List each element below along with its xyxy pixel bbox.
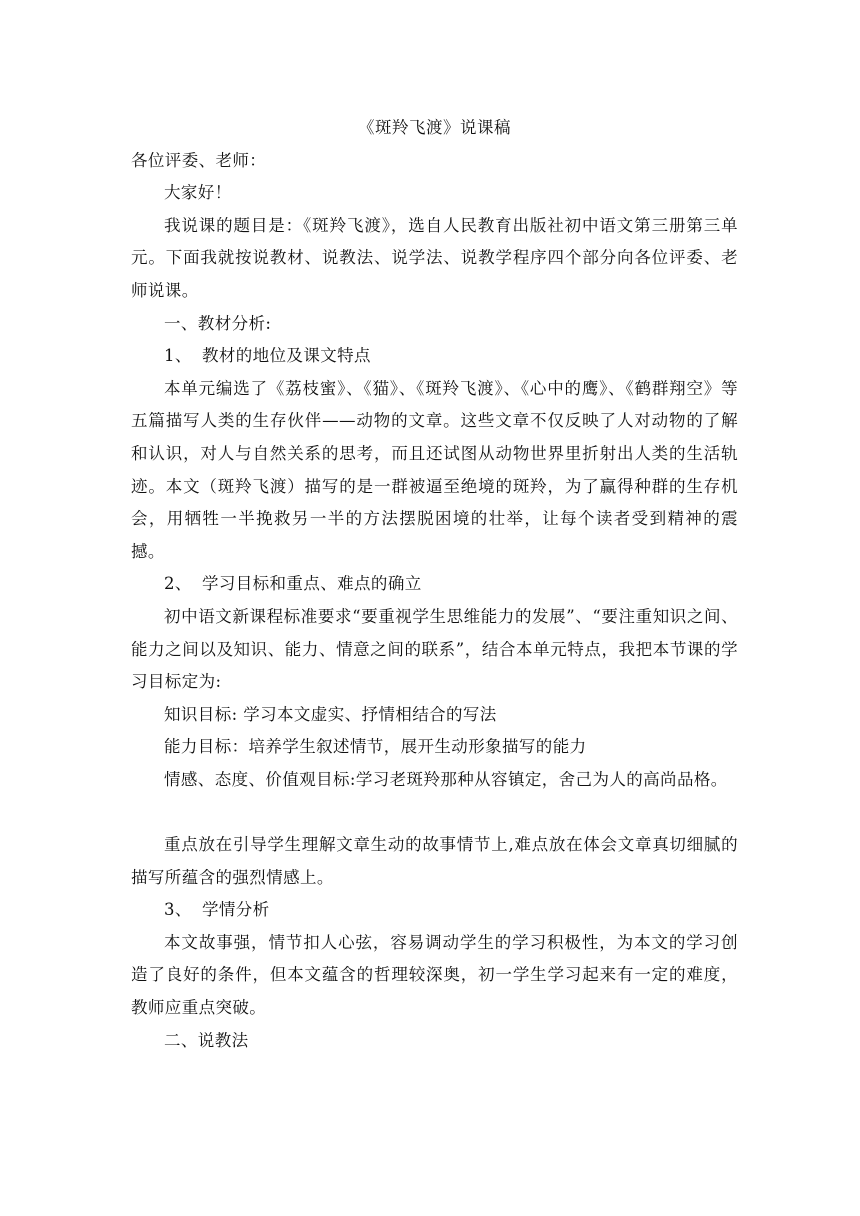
goal-knowledge: 知识目标: 学习本文虚实、抒情相结合的写法 <box>164 704 497 724</box>
blank-line <box>131 796 738 829</box>
subheading-3-number: 3、 <box>164 900 192 920</box>
subheading-3-label: 学情分析 <box>201 900 270 920</box>
subheading-2-label: 学习目标和重点、难点的确立 <box>201 574 422 594</box>
paragraph-textbook-position: 本单元编选了《荔枝蜜》、《猫》、《斑羚飞渡》、《心中的鹰》、《鹤群翔空》等五篇描写人类的生存伙伴——动物的文章。这些文章不仅反映了人对动物的了解和认识，对人与自然关系的思考，而且还试图从动物世界里折射出人类的生活轨迹。本文（斑羚飞渡）描写的是一群被逼至绝境的斑羚，为了赢得种群的生存机会，用牺牲一半挽救另一半的方法摆脱困境的壮举，让每个读者受到精神的震撼。 <box>131 378 738 561</box>
intro-paragraph: 我说课的题目是：《斑羚飞渡》，选自人民教育出版社初中语文第三册第三单元。下面我就按说教材、说教法、说学法、说教学程序四个部分向各位评委、老师说课。 <box>131 215 738 300</box>
subheading-2-number: 2、 <box>164 574 192 594</box>
paragraph-key-points: 重点放在引导学生理解文章生动的故事情节上,难点放在体会文章真切细腻的描写所蕴含的强烈情感上。 <box>131 835 738 887</box>
section-heading-textbook-analysis: 一、教材分析: <box>164 313 272 333</box>
document-body <box>131 112 738 1057</box>
document-title: 《斑羚飞渡》说课稿 <box>358 118 511 137</box>
paragraph-learning-goals: 初中语文新课程标准要求“要重视学生思维能力的发展”、“要注重知识之间、能力之间以及知识、能力、情意之间的联系”，结合本单元特点，我把本节课的学习目标定为: <box>131 606 738 692</box>
section-heading-teaching-method: 二、说教法 <box>164 1030 249 1050</box>
subheading-3 <box>131 894 738 927</box>
goal-ability: 能力目标：培养学生叙述情节，展开生动形象描写的能力 <box>164 737 587 757</box>
subheading-1 <box>131 340 738 373</box>
goal-emotion: 情感、态度、价值观目标:学习老斑羚那种从容镇定，舍己为人的高尚品格。 <box>164 769 728 789</box>
greeting: 各位评委、老师： <box>131 150 267 170</box>
subheading-2 <box>131 568 738 601</box>
subheading-1-label: 教材的地位及课文特点 <box>201 346 371 366</box>
hello-line: 大家好！ <box>164 183 232 203</box>
paragraph-student-analysis: 本文故事强，情节扣人心弦，容易调动学生的学习积极性，为本文的学习创造了良好的条件，但本文蕴含的哲理较深奥，初一学生学习起来有一定的难度，教师应重点突破。 <box>131 932 738 1018</box>
subheading-1-number: 1、 <box>164 346 192 366</box>
